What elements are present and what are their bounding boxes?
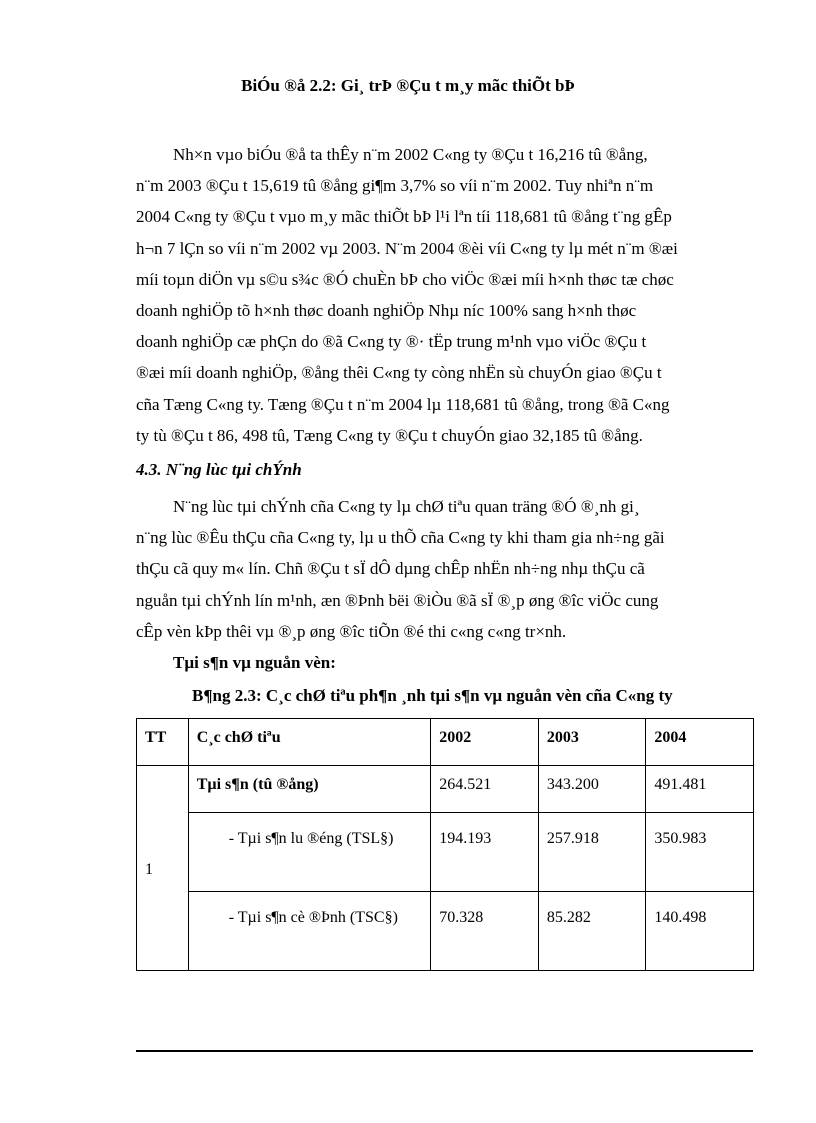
table-header-row bbox=[137, 719, 754, 766]
value-2004: 491.481 bbox=[646, 766, 754, 813]
paragraph-line: nguån tµi chÝnh lín m¹nh, æn ®Þnh bëi ®iÒu ®ã sÏ ®¸p øng ®îc viÖc cung bbox=[136, 590, 659, 610]
value-2003: 257.918 bbox=[538, 813, 646, 892]
header-2002: 2002 bbox=[431, 719, 539, 766]
subheading-assets: Tµi s¶n vµ nguån vèn: bbox=[173, 653, 336, 672]
value-2002: 70.328 bbox=[431, 892, 539, 971]
paragraph-line: h¬n 7 lÇn so víi n¨m 2002 vµ 2003. N¨m 2004 ®èi víi C«ng ty lµ mét n¨m ®æi bbox=[136, 238, 678, 258]
section-heading: 4.3. N¨ng lùc tµi chÝnh bbox=[136, 460, 302, 479]
paragraph-line: thÇu cã quy m« lín. Chñ ®Çu t sÏ dÔ dµng chÊp nhËn nh÷ng nhµ thÇu cã bbox=[136, 559, 645, 579]
row-dash: - bbox=[228, 830, 235, 847]
table-row bbox=[137, 813, 754, 892]
row-label-cell bbox=[188, 892, 431, 971]
figure-caption: BiÓu ®å 2.2: Gi¸ trÞ ®Çu t m¸y mãc thiÕt bÞ bbox=[241, 76, 575, 95]
paragraph-line: Nh×n vµo biÓu ®å ta thÊy n¨m 2002 C«ng ty ®Çu t 16,216 tû ®ång, bbox=[173, 145, 648, 164]
group-number: 1 bbox=[137, 766, 189, 971]
footer-rule bbox=[136, 1050, 753, 1052]
paragraph-line: doanh nghiÖp tõ h×nh thøc doanh nghiÖp Nhµ níc 100% sang h×nh thøc bbox=[136, 301, 637, 321]
row-label: Tµi s¶n cè ®Þnh (TSC§) bbox=[237, 909, 398, 926]
paragraph-line: doanh nghiÖp cæ phÇn do ®ã C«ng ty ®· tËp trung m¹nh vµo viÖc ®Çu t bbox=[136, 332, 647, 352]
paragraph-line: cÊp vèn kÞp thêi vµ ®¸p øng ®îc tiÕn ®é thi c«ng c«ng tr×nh. bbox=[136, 621, 567, 641]
value-2003: 85.282 bbox=[538, 892, 646, 971]
paragraph-line: 2004 C«ng ty ®Çu t vµo m¸y mãc thiÕt bÞ l¹i lªn tíi 118,681 tû ®ång t¨ng gÊp bbox=[136, 207, 672, 227]
value-2004: 350.983 bbox=[646, 813, 754, 892]
header-tt: TT bbox=[137, 719, 189, 766]
paragraph-financial-capacity bbox=[136, 491, 753, 647]
paragraph-line: N¨ng lùc tµi chÝnh cña C«ng ty lµ chØ tiªu quan träng ®Ó ®¸nh gi¸ bbox=[173, 497, 640, 516]
row-label: Tµi s¶n (tû ®ång) bbox=[188, 766, 431, 813]
value-2002: 264.521 bbox=[431, 766, 539, 813]
paragraph-line: míi toµn diÖn vµ s©u s¾c ®Ó chuÈn bÞ cho viÖc ®æi míi h×nh thøc tæ chøc bbox=[136, 269, 674, 289]
paragraph-line: ty tù ®Çu t 86, 498 tû, Tæng C«ng ty ®Çu t chuyÓn giao 32,185 tû ®ång. bbox=[136, 425, 643, 445]
row-dash: - bbox=[228, 909, 235, 926]
row-label: Tµi s¶n lu ®éng (TSL§) bbox=[237, 830, 394, 847]
paragraph-line: ®æi míi doanh nghiÖp, ®ång thêi C«ng ty còng nhËn sù chuyÓn giao ®Çu t bbox=[136, 363, 662, 383]
value-2003: 343.200 bbox=[538, 766, 646, 813]
paragraph-investment bbox=[136, 139, 753, 451]
value-2004: 140.498 bbox=[646, 892, 754, 971]
header-2004: 2004 bbox=[646, 719, 754, 766]
table-row bbox=[137, 766, 754, 813]
assets-table bbox=[136, 718, 754, 971]
table-row bbox=[137, 892, 754, 971]
paragraph-line: n¨m 2003 ®Çu t 15,619 tû ®ång gi¶m 3,7% so víi n¨m 2002. Tuy nhiªn n¨m bbox=[136, 176, 654, 196]
table-title: B¶ng 2.3: C¸c chØ tiªu ph¶n ¸nh tµi s¶n vµ nguån vèn cña C«ng ty bbox=[192, 686, 673, 705]
header-2003: 2003 bbox=[538, 719, 646, 766]
header-indicator: C¸c chØ tiªu bbox=[188, 719, 431, 766]
value-2002: 194.193 bbox=[431, 813, 539, 892]
row-label-cell bbox=[188, 813, 431, 892]
paragraph-line: n¨ng lùc ®Êu thÇu cña C«ng ty, lµ u thÕ cña C«ng ty khi tham gia nh÷ng gãi bbox=[136, 528, 665, 548]
paragraph-line: cña Tæng C«ng ty. Tæng ®Çu t n¨m 2004 lµ 118,681 tû ®ång, trong ®ã C«ng bbox=[136, 394, 670, 414]
